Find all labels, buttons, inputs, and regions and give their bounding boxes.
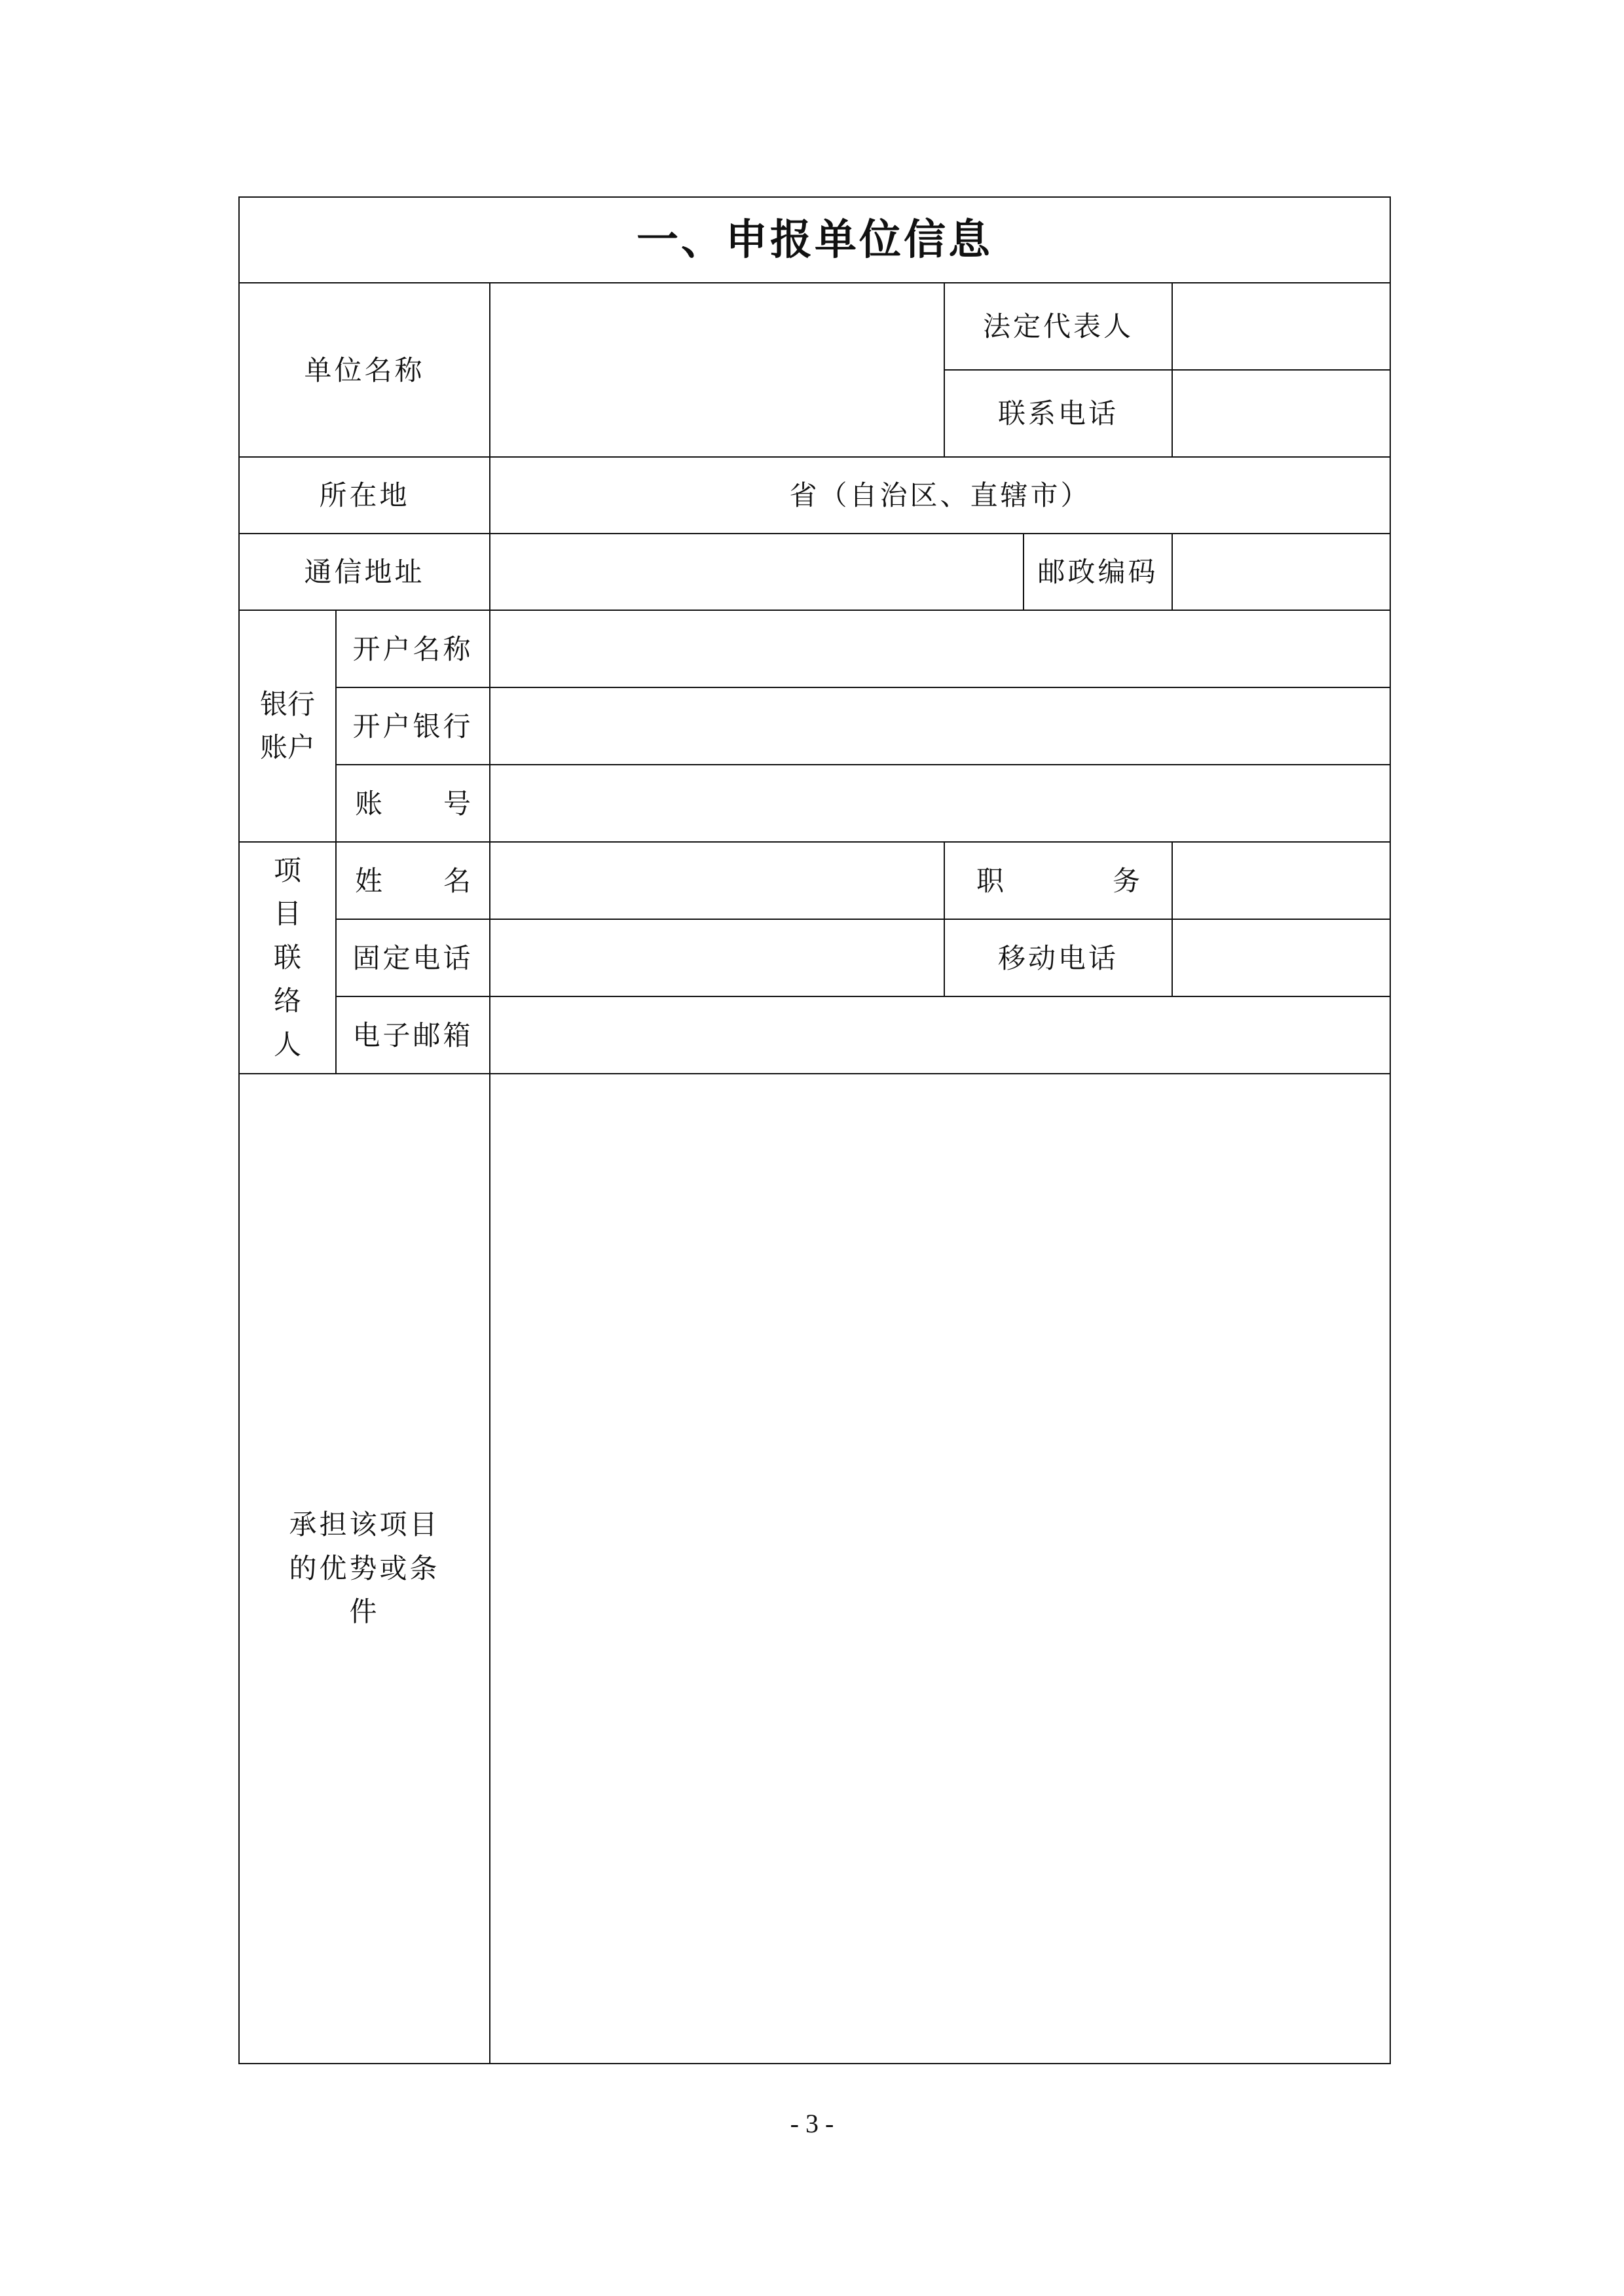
contact-name-field[interactable]	[490, 842, 944, 919]
applicant-info-form	[238, 196, 1391, 2064]
account-name-label: 开户名称	[336, 610, 490, 687]
contact-name-label-left: 姓	[355, 864, 383, 897]
mailing-address-label: 通信地址	[239, 534, 490, 610]
location-label: 所在地	[239, 457, 490, 534]
legal-rep-field[interactable]	[1172, 283, 1390, 370]
email-field[interactable]	[490, 996, 1390, 1074]
account-number-label-right: 号	[443, 787, 471, 820]
account-name-field[interactable]	[490, 610, 1390, 687]
contact-name-label	[336, 842, 490, 919]
account-number-label	[336, 765, 490, 842]
email-label: 电子邮箱	[336, 996, 490, 1074]
contact-phone-field[interactable]	[1172, 370, 1390, 457]
landline-label: 固定电话	[336, 919, 490, 996]
account-number-field[interactable]	[490, 765, 1390, 842]
unit-name-field[interactable]	[490, 283, 944, 457]
account-number-label-left: 账	[355, 787, 383, 820]
position-label	[944, 842, 1172, 919]
position-field[interactable]	[1172, 842, 1390, 919]
project-contact-group-label	[239, 842, 336, 1074]
page-number: - 3 -	[790, 2109, 834, 2138]
postal-code-label: 邮政编码	[1024, 534, 1172, 610]
advantages-field[interactable]	[490, 1074, 1390, 2064]
bank-field[interactable]	[490, 687, 1390, 765]
bank-account-group-text: 银行账户	[259, 687, 315, 763]
position-label-right: 务	[1112, 864, 1140, 897]
bank-account-group-label	[239, 610, 336, 842]
landline-field[interactable]	[490, 919, 944, 996]
postal-code-field[interactable]	[1172, 534, 1390, 610]
mobile-label: 移动电话	[944, 919, 1172, 996]
project-contact-group-text: 项目联络人	[273, 854, 301, 1061]
unit-name-label: 单位名称	[239, 283, 490, 457]
legal-rep-label: 法定代表人	[944, 283, 1172, 370]
contact-name-label-right: 名	[443, 864, 471, 897]
location-field[interactable]: 省（自治区、直辖市）	[490, 457, 1390, 534]
position-label-left: 职	[976, 864, 1005, 897]
bank-label: 开户银行	[336, 687, 490, 765]
mobile-field[interactable]	[1172, 919, 1390, 996]
mailing-address-field[interactable]	[490, 534, 1024, 610]
section-title: 一、申报单位信息	[239, 197, 1390, 283]
advantages-label-text: 承担该项目的优势或条件	[289, 1508, 440, 1628]
contact-phone-label: 联系电话	[944, 370, 1172, 457]
advantages-label	[239, 1074, 490, 2064]
